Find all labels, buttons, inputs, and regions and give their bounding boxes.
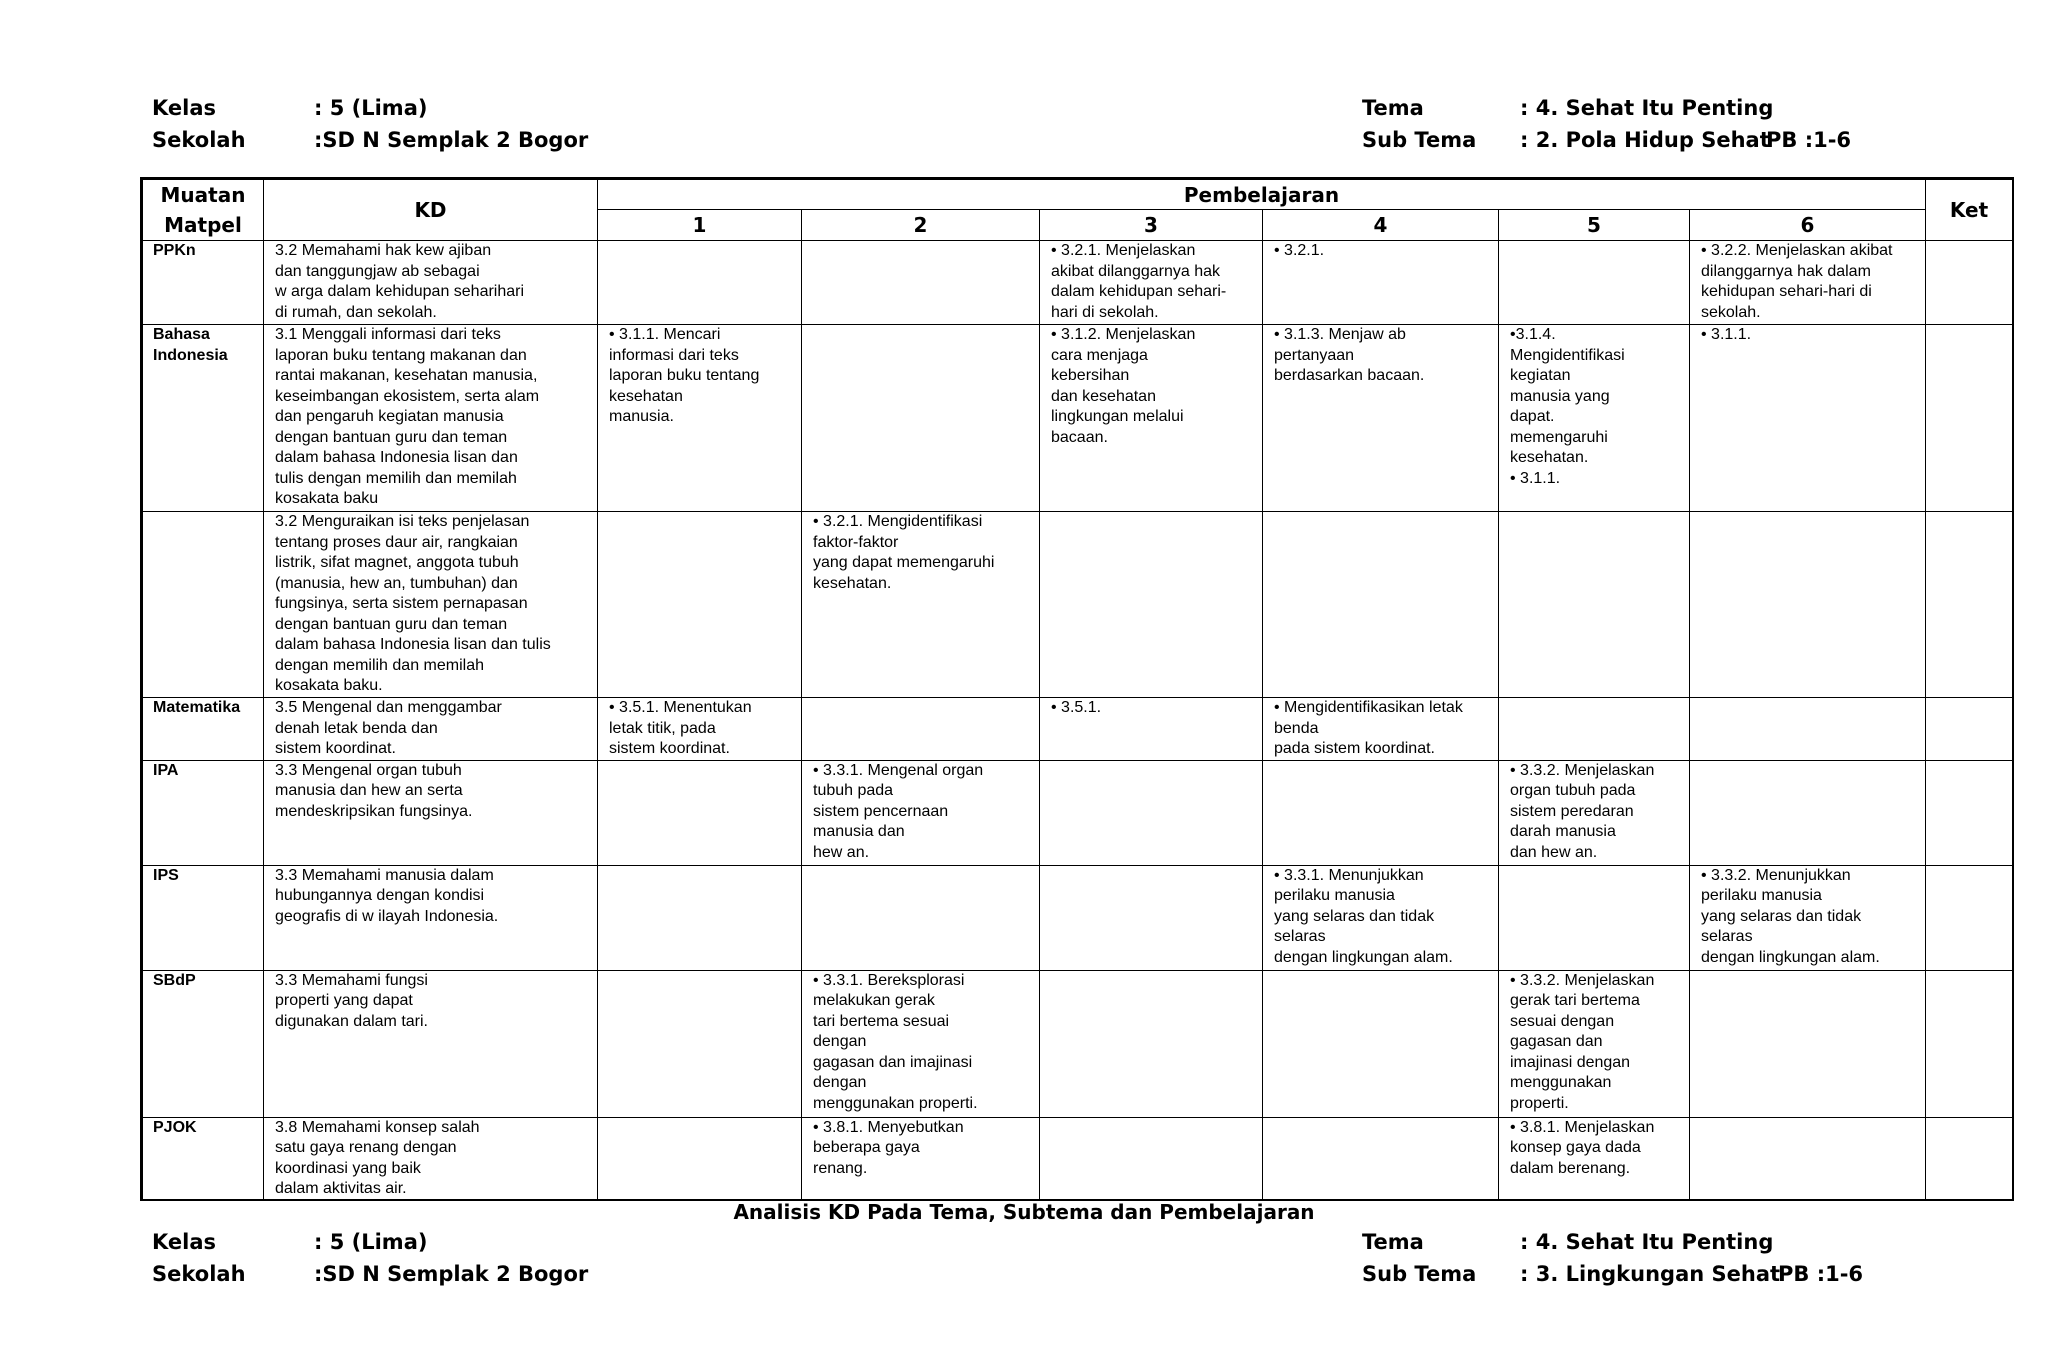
pb-cell	[1690, 1117, 1926, 1200]
table-row	[143, 970, 2013, 1117]
ket-cell	[1926, 325, 2013, 512]
pb-cell	[802, 698, 1040, 761]
table-row	[143, 1117, 2013, 1200]
table-row	[143, 865, 2013, 970]
kd-cell: 3.2 Menguraikan isi teks penjelasan tentang proses daur air, rangkaian listrik, sifat magnet, anggota tubuh (manusia, hew an, tumbuhan) dan fungsinya, serta sistem pernapasan dengan bantuan guru dan teman dalam bahasa Indonesia lisan dan tulis dengan memilih dan memilah kosakata baku.	[264, 512, 598, 698]
pb-cell	[802, 325, 1040, 512]
kelas-label-2: Kelas	[152, 1230, 217, 1254]
kelas-value: : 5 (Lima)	[314, 96, 428, 120]
pb-cell	[1040, 865, 1263, 970]
pb-cell	[598, 1117, 802, 1200]
tema-label: Tema	[1362, 96, 1424, 120]
pb-cell	[802, 865, 1040, 970]
pb-cell	[598, 760, 802, 865]
pb-label: PB :1-6	[1766, 128, 1852, 152]
pb-cell	[1263, 760, 1499, 865]
ket-cell	[1926, 512, 2013, 698]
table-row	[143, 698, 2013, 761]
tema-value: : 4. Sehat Itu Penting	[1520, 96, 1774, 120]
subject-cell	[143, 512, 264, 698]
kd-cell: 3.1 Menggali informasi dari teks laporan buku tentang makanan dan rantai makanan, kesehatan manusia, keseimbangan ekosistem, serta alam dan pengaruh kegiatan manusia dengan bantuan guru dan teman dalam bahasa Indonesia lisan dan tulis dengan memilih dan memilah kosakata baku	[264, 325, 598, 512]
pb-cell	[1040, 970, 1263, 1117]
pb-cell	[1499, 512, 1690, 698]
subject-cell: SBdP	[143, 970, 264, 1117]
ket-cell	[1926, 1117, 2013, 1200]
subject-cell: IPA	[143, 760, 264, 865]
pb-cell: • 3.3.2. Menjelaskan organ tubuh pada sistem peredaran darah manusia dan hew an.	[1499, 760, 1690, 865]
pb-cell: • 3.1.1.	[1690, 325, 1926, 512]
pb-cell: • 3.2.1. Mengidentifikasi faktor-faktor yang dapat memengaruhi kesehatan.	[802, 512, 1040, 698]
pb-cell	[1499, 241, 1690, 325]
pb-cell: • 3.5.1.	[1040, 698, 1263, 761]
kd-cell: 3.3 Memahami manusia dalam hubungannya dengan kondisi geografis di w ilayah Indonesia.	[264, 865, 598, 970]
sekolah-value-2: :SD N Semplak 2 Bogor	[314, 1262, 589, 1286]
pb-cell	[598, 241, 802, 325]
header-pb-5: 5	[1499, 210, 1690, 241]
pb-cell	[1263, 1117, 1499, 1200]
subject-cell: Bahasa Indonesia	[143, 325, 264, 512]
header-pb-3: 3	[1040, 210, 1263, 241]
sekolah-value: :SD N Semplak 2 Bogor	[314, 128, 589, 152]
header-pb-6: 6	[1690, 210, 1926, 241]
pb-cell	[598, 865, 802, 970]
subtema-value: : 2. Pola Hidup Sehat	[1520, 128, 1770, 152]
analysis-table-container	[140, 177, 2014, 1201]
pb-cell	[1499, 698, 1690, 761]
ket-cell	[1926, 698, 2013, 761]
pb-cell	[1690, 512, 1926, 698]
ket-cell	[1926, 865, 2013, 970]
subtema-label-2: Sub Tema	[1362, 1262, 1477, 1286]
kelas-label: Kelas	[152, 96, 217, 120]
pb-cell	[1263, 512, 1499, 698]
kd-cell: 3.3 Memahami fungsi properti yang dapat digunakan dalam tari.	[264, 970, 598, 1117]
pb-cell	[598, 512, 802, 698]
pb-cell: • 3.2.1.	[1263, 241, 1499, 325]
pb-cell: • 3.3.2. Menjelaskan gerak tari bertema sesuai dengan gagasan dan imajinasi dengan menggunakan properti.	[1499, 970, 1690, 1117]
pb-cell	[1690, 760, 1926, 865]
header-kd: KD	[264, 180, 598, 241]
kd-cell: 3.5 Mengenal dan menggambar denah letak benda dan sistem koordinat.	[264, 698, 598, 761]
pb-cell: • 3.8.1. Menyebutkan beberapa gaya renang.	[802, 1117, 1040, 1200]
subtema-value-2: : 3. Lingkungan Sehat	[1520, 1262, 1781, 1286]
kd-cell: 3.2 Memahami hak kew ajiban dan tanggungjaw ab sebagai w arga dalam kehidupan seharihari di rumah, dan sekolah.	[264, 241, 598, 325]
pb-cell: • 3.1.2. Menjelaskan cara menjaga kebersihan dan kesehatan lingkungan melalui bacaan.	[1040, 325, 1263, 512]
analysis-table	[142, 179, 2013, 1201]
pb-cell: • 3.1.3. Menjaw ab pertanyaan berdasarkan bacaan.	[1263, 325, 1499, 512]
ket-cell	[1926, 760, 2013, 865]
ket-cell	[1926, 970, 2013, 1117]
table-row	[143, 325, 2013, 512]
pb-cell: • Mengidentifikasikan letak benda pada sistem koordinat.	[1263, 698, 1499, 761]
header-pembelajaran: Pembelajaran	[598, 180, 1926, 210]
pb-cell	[1263, 970, 1499, 1117]
table-row	[143, 241, 2013, 325]
pb-cell: • 3.5.1. Menentukan letak titik, pada sistem koordinat.	[598, 698, 802, 761]
header-muatan-matpel: Muatan Matpel	[143, 180, 264, 241]
kelas-value-2: : 5 (Lima)	[314, 1230, 428, 1254]
subtema-label: Sub Tema	[1362, 128, 1477, 152]
pb-cell	[1690, 698, 1926, 761]
sekolah-label-2: Sekolah	[152, 1262, 246, 1286]
pb-cell: • 3.1.1. Mencari informasi dari teks laporan buku tentang kesehatan manusia.	[598, 325, 802, 512]
pb-cell: • 3.8.1. Menjelaskan konsep gaya dada dalam berenang.	[1499, 1117, 1690, 1200]
pb-cell: • 3.3.1. Bereksplorasi melakukan gerak tari bertema sesuai dengan gagasan dan imajinasi dengan menggunakan properti.	[802, 970, 1040, 1117]
document-title: Analisis KD Pada Tema, Subtema dan Pembelajaran	[733, 1200, 1315, 1224]
pb-cell: • 3.3.2. Menunjukkan perilaku manusia yang selaras dan tidak selaras dengan lingkungan alam.	[1690, 865, 1926, 970]
header-ket: Ket	[1926, 180, 2013, 241]
subject-cell: Matematika	[143, 698, 264, 761]
pb-cell	[1040, 512, 1263, 698]
pb-cell	[1040, 1117, 1263, 1200]
pb-label-2: PB :1-6	[1778, 1262, 1864, 1286]
tema-label-2: Tema	[1362, 1230, 1424, 1254]
header-pb-1: 1	[598, 210, 802, 241]
ket-cell	[1926, 241, 2013, 325]
header-pb-2: 2	[802, 210, 1040, 241]
pb-cell: • 3.2.1. Menjelaskan akibat dilanggarnya hak dalam kehidupan sehari- hari di sekolah.	[1040, 241, 1263, 325]
pb-cell: • 3.3.1. Mengenal organ tubuh pada sistem pencernaan manusia dan hew an.	[802, 760, 1040, 865]
table-row	[143, 760, 2013, 865]
pb-cell	[598, 970, 802, 1117]
pb-cell	[1040, 760, 1263, 865]
subject-cell: PPKn	[143, 241, 264, 325]
subject-cell: IPS	[143, 865, 264, 970]
pb-cell: • 3.3.1. Menunjukkan perilaku manusia yang selaras dan tidak selaras dengan lingkungan alam.	[1263, 865, 1499, 970]
kd-cell: 3.8 Memahami konsep salah satu gaya renang dengan koordinasi yang baik dalam aktivitas air.	[264, 1117, 598, 1200]
kd-cell: 3.3 Mengenal organ tubuh manusia dan hew an serta mendeskripsikan fungsinya.	[264, 760, 598, 865]
pb-cell	[1690, 970, 1926, 1117]
pb-cell	[802, 241, 1040, 325]
subject-cell: PJOK	[143, 1117, 264, 1200]
tema-value-2: : 4. Sehat Itu Penting	[1520, 1230, 1774, 1254]
pb-cell: •3.1.4. Mengidentifikasi kegiatan manusia yang dapat. memengaruhi kesehatan. • 3.1.1.	[1499, 325, 1690, 512]
pb-cell	[1499, 865, 1690, 970]
header-pb-4: 4	[1263, 210, 1499, 241]
pb-cell: • 3.2.2. Menjelaskan akibat dilanggarnya hak dalam kehidupan sehari-hari di sekolah.	[1690, 241, 1926, 325]
table-row	[143, 512, 2013, 698]
sekolah-label: Sekolah	[152, 128, 246, 152]
